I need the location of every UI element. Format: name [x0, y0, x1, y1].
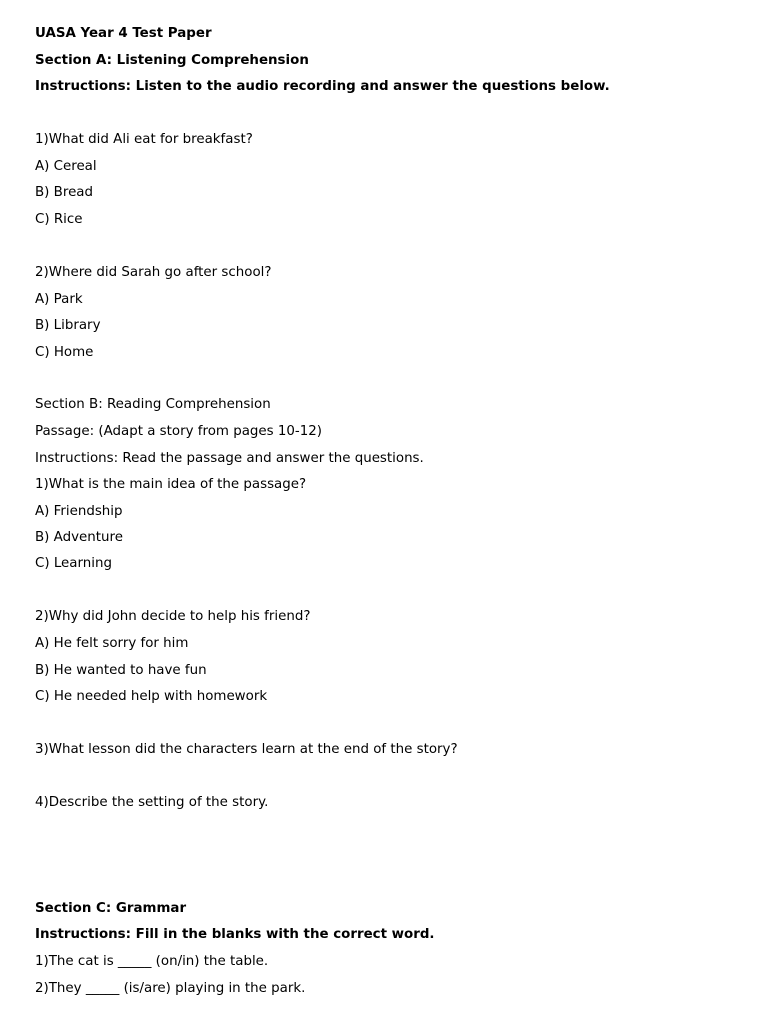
answer-option: A) Park: [35, 292, 83, 307]
grammar-item: 2)They _____ (is/are) playing in the park.: [35, 981, 306, 996]
answer-option: B) Bread: [35, 185, 94, 200]
section-a-heading: Section A: Listening Comprehension: [35, 53, 309, 68]
question-text: 1)What did Ali eat for breakfast?: [35, 132, 253, 147]
answer-option: B) He wanted to have fun: [35, 663, 207, 678]
question-text: 2)Where did Sarah go after school?: [35, 265, 272, 280]
answer-option: C) Rice: [35, 212, 83, 227]
question-text: 1)What is the main idea of the passage?: [35, 477, 307, 492]
section-b-instructions: Instructions: Read the passage and answer the questions.: [35, 451, 424, 466]
answer-option: C) He needed help with homework: [35, 689, 268, 704]
question-text: 2)Why did John decide to help his friend?: [35, 609, 311, 624]
passage-note: Passage: (Adapt a story from pages 10-12): [35, 424, 323, 439]
section-c-heading: Section C: Grammar: [35, 901, 187, 916]
section-b-heading: Section B: Reading Comprehension: [35, 397, 271, 412]
section-a-instructions: Instructions: Listen to the audio recording and answer the questions below.: [35, 79, 610, 94]
answer-option: B) Adventure: [35, 530, 123, 545]
answer-option: A) Friendship: [35, 504, 123, 519]
grammar-item: 1)The cat is _____ (on/in) the table.: [35, 954, 269, 969]
answer-option: A) Cereal: [35, 159, 97, 174]
question-text: 4)Describe the setting of the story.: [35, 795, 269, 810]
section-c-instructions: Instructions: Fill in the blanks with the correct word.: [35, 927, 435, 942]
answer-option: C) Learning: [35, 556, 112, 571]
answer-option: A) He felt sorry for him: [35, 636, 189, 651]
answer-option: C) Home: [35, 345, 94, 360]
answer-option: B) Library: [35, 318, 101, 333]
question-text: 3)What lesson did the characters learn at the end of the story?: [35, 742, 458, 757]
paper-title: UASA Year 4 Test Paper: [35, 26, 212, 41]
